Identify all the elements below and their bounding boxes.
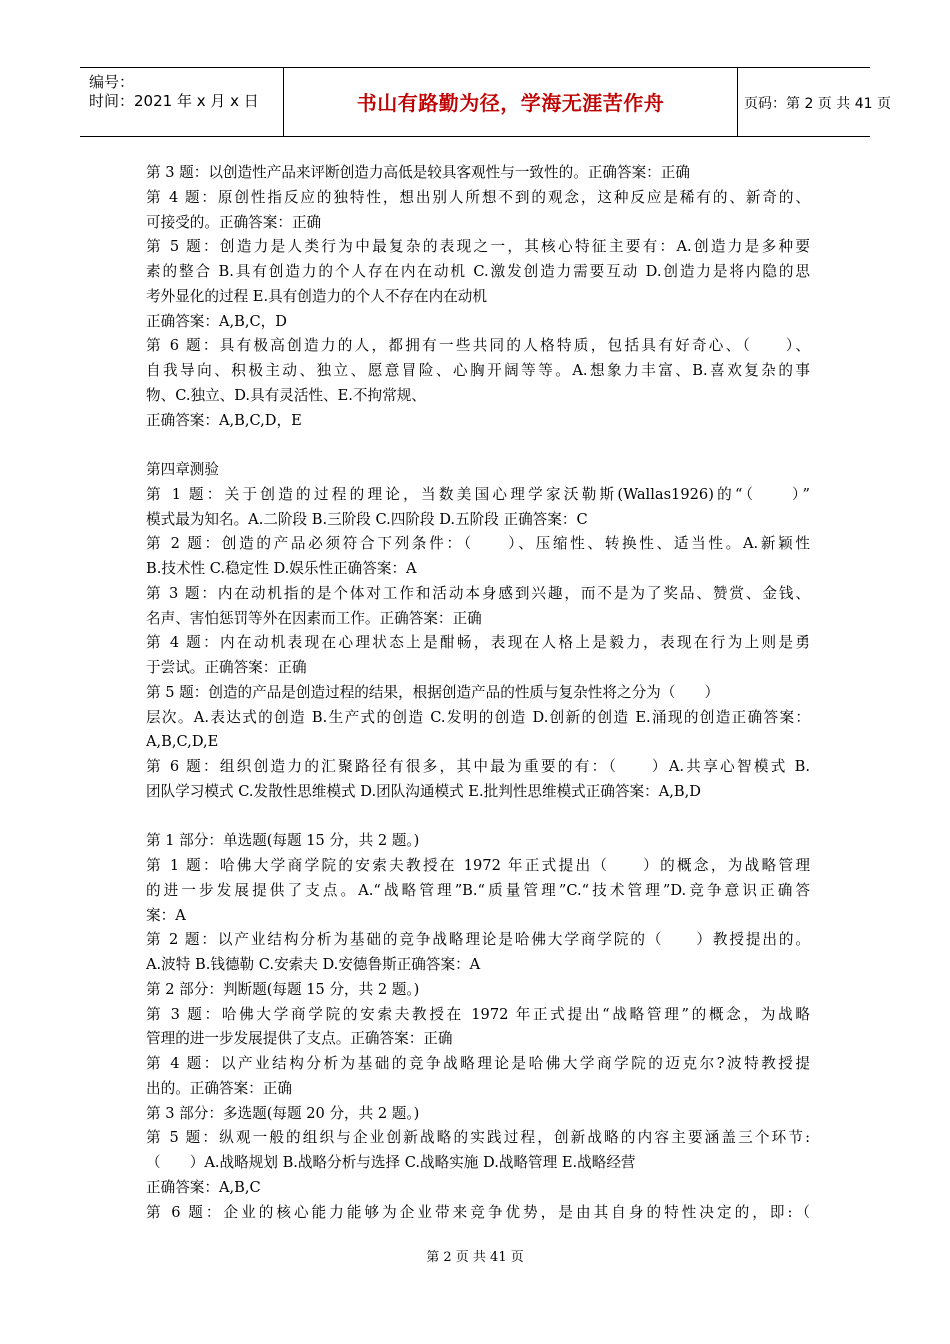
text-line: 的进一步发展提供了支点。A.“战略管理”B.“质量管理”C.“技术管理”D.竞争意识正确答 — [146, 881, 810, 899]
text-line: 第 5 题：纵观一般的组织与企业创新战略的实践过程，创新战略的内容主要涵盖三个环节: — [146, 1129, 810, 1147]
text-line: 模式最为知名。A.二阶段 B.三阶段 C.四阶段 D.五阶段 正确答案：C — [146, 510, 588, 528]
text-line: 名声、害怕惩罚等外在因素而工作。正确答案：正确 — [146, 609, 482, 627]
text-line: 第 3 题：哈佛大学商学院的安索夫教授在 1972 年正式提出“战略管理”的概念，为战略 — [146, 1005, 810, 1023]
text-line: 第四章测验 — [146, 461, 219, 478]
header-motto: 书山有路勤为径，学海无涯苦作舟 — [356, 91, 665, 115]
header-page-number: 页码：第 2 页 共 41 页 — [744, 96, 891, 112]
text-line: B.技术性 C.稳定性 D.娱乐性正确答案：A — [146, 560, 417, 577]
text-line: 第 3 题：以创造性产品来评断创造力高低是较具客观性与一致性的。正确答案：正确 — [146, 164, 690, 181]
header-motto-cell — [283, 68, 738, 136]
text-line: 正确答案：A,B,C — [146, 1178, 261, 1196]
text-line: 第 4 题：原创性指反应的独特性，想出别人所想不到的观念，这种反应是稀有的、新奇的、 — [146, 188, 810, 206]
text-line: 第 6 题：企业的核心能力能够为企业带来竞争优势，是由其自身的特性决定的，即:（ — [146, 1203, 810, 1221]
text-line: 管理的进一步发展提供了支点。正确答案：正确 — [146, 1030, 453, 1048]
text-line: 层次。A.表达式的创造 B.生产式的创造 C.发明的创造 D.创新的创造 E.涌现的创造正确答案： — [146, 708, 810, 726]
text-line: 第 3 题：内在动机指的是个体对工作和活动本身感到兴趣，而不是为了奖品、赞赏、金钱、 — [146, 584, 810, 602]
text-line: 出的。正确答案：正确 — [146, 1079, 292, 1097]
text-line: 第 5 题：创造的产品是创造过程的结果，根据创造产品的性质与复杂性将之分为（ ） — [146, 683, 720, 701]
text-line: 自我导向、积极主动、独立、愿意冒险、心胸开阔等等。A.想象力丰富、B.喜欢复杂的事 — [146, 362, 810, 379]
text-line: 第 2 题：创造的产品必须符合下列条件：（ ）、压缩性、转换性、适当性。A.新颖性 — [146, 535, 810, 553]
text-line: 第 1 部分：单选题(每题 15 分，共 2 题。) — [146, 832, 420, 850]
document-number-label: 编号： — [89, 73, 135, 91]
text-line: 第 4 题：以产业结构分析为基础的竞争战略理论是哈佛大学商学院的迈克尔?波特教授提 — [146, 1055, 810, 1072]
text-line: 第 6 题：具有极高创造力的人，都拥有一些共同的人格特质，包括具有好奇心、（ ）、 — [146, 337, 810, 355]
text-line: 素的整合 B.具有创造力的个人存在内在动机 C.激发创造力需要互动 D.创造力是将内隐的思 — [146, 263, 810, 280]
text-line: 考外显化的过程 E.具有创造力的个人不存在内在动机 — [146, 287, 487, 305]
page-footer: 第 2 页 共 41 页 — [426, 1250, 524, 1265]
document-date-label: 时间：2021 年 x 月 x 日 — [89, 92, 259, 110]
text-line: 案：A — [146, 906, 186, 924]
text-line: 物、C.独立、D.具有灵活性、E.不拘常规、 — [146, 386, 426, 404]
text-line: （ ）A.战略规划 B.战略分析与选择 C.战略实施 D.战略管理 E.战略经营 — [146, 1154, 636, 1171]
blank-line — [146, 432, 810, 457]
text-line: A.波特 B.钱德勒 C.安索夫 D.安德鲁斯正确答案：A — [146, 956, 481, 973]
text-line: 第 1 题：关于创造的过程的理论，当数美国心理学家沃勒斯(Wallas1926)的“（ ）” — [146, 485, 810, 503]
text-line: 团队学习模式 C.发散性思维模式 D.团队沟通模式 E.批判性思维模式正确答案：A,B,D — [146, 782, 701, 800]
header-info-cell — [80, 68, 283, 136]
text-line: 第 5 题：创造力是人类行为中最复杂的表现之一，其核心特征主要有：A.创造力是多种要 — [146, 238, 810, 256]
text-line: 第 3 部分：多选题(每题 20 分，共 2 题。) — [146, 1104, 420, 1122]
header-page-cell — [738, 68, 891, 136]
page-header — [80, 67, 891, 137]
text-line: 第 4 题：内在动机表现在心理状态上是酣畅，表现在人格上是毅力，表现在行为上则是勇 — [146, 634, 810, 652]
text-line: A,B,C,D,E — [146, 733, 219, 751]
text-line: 第 1 题：哈佛大学商学院的安索夫教授在 1972 年正式提出（ ）的概念，为战略管理 — [146, 857, 810, 874]
text-line: 第 2 题：以产业结构分析为基础的竞争战略理论是哈佛大学商学院的（ ）教授提出的。 — [146, 931, 810, 949]
text-line: 于尝试。正确答案：正确 — [146, 659, 307, 676]
text-line: 第 2 部分：判断题(每题 15 分，共 2 题。) — [146, 980, 420, 998]
text-line: 正确答案：A,B,C，D — [146, 312, 287, 330]
text-line: 正确答案：A,B,C,D，E — [146, 411, 302, 429]
text-line: 可接受的。正确答案：正确 — [146, 213, 322, 231]
blank-line — [146, 804, 810, 829]
text-line: 第 6 题：组织创造力的汇聚路径有很多，其中最为重要的有：（ ）A.共享心智模式 B. — [146, 758, 810, 775]
